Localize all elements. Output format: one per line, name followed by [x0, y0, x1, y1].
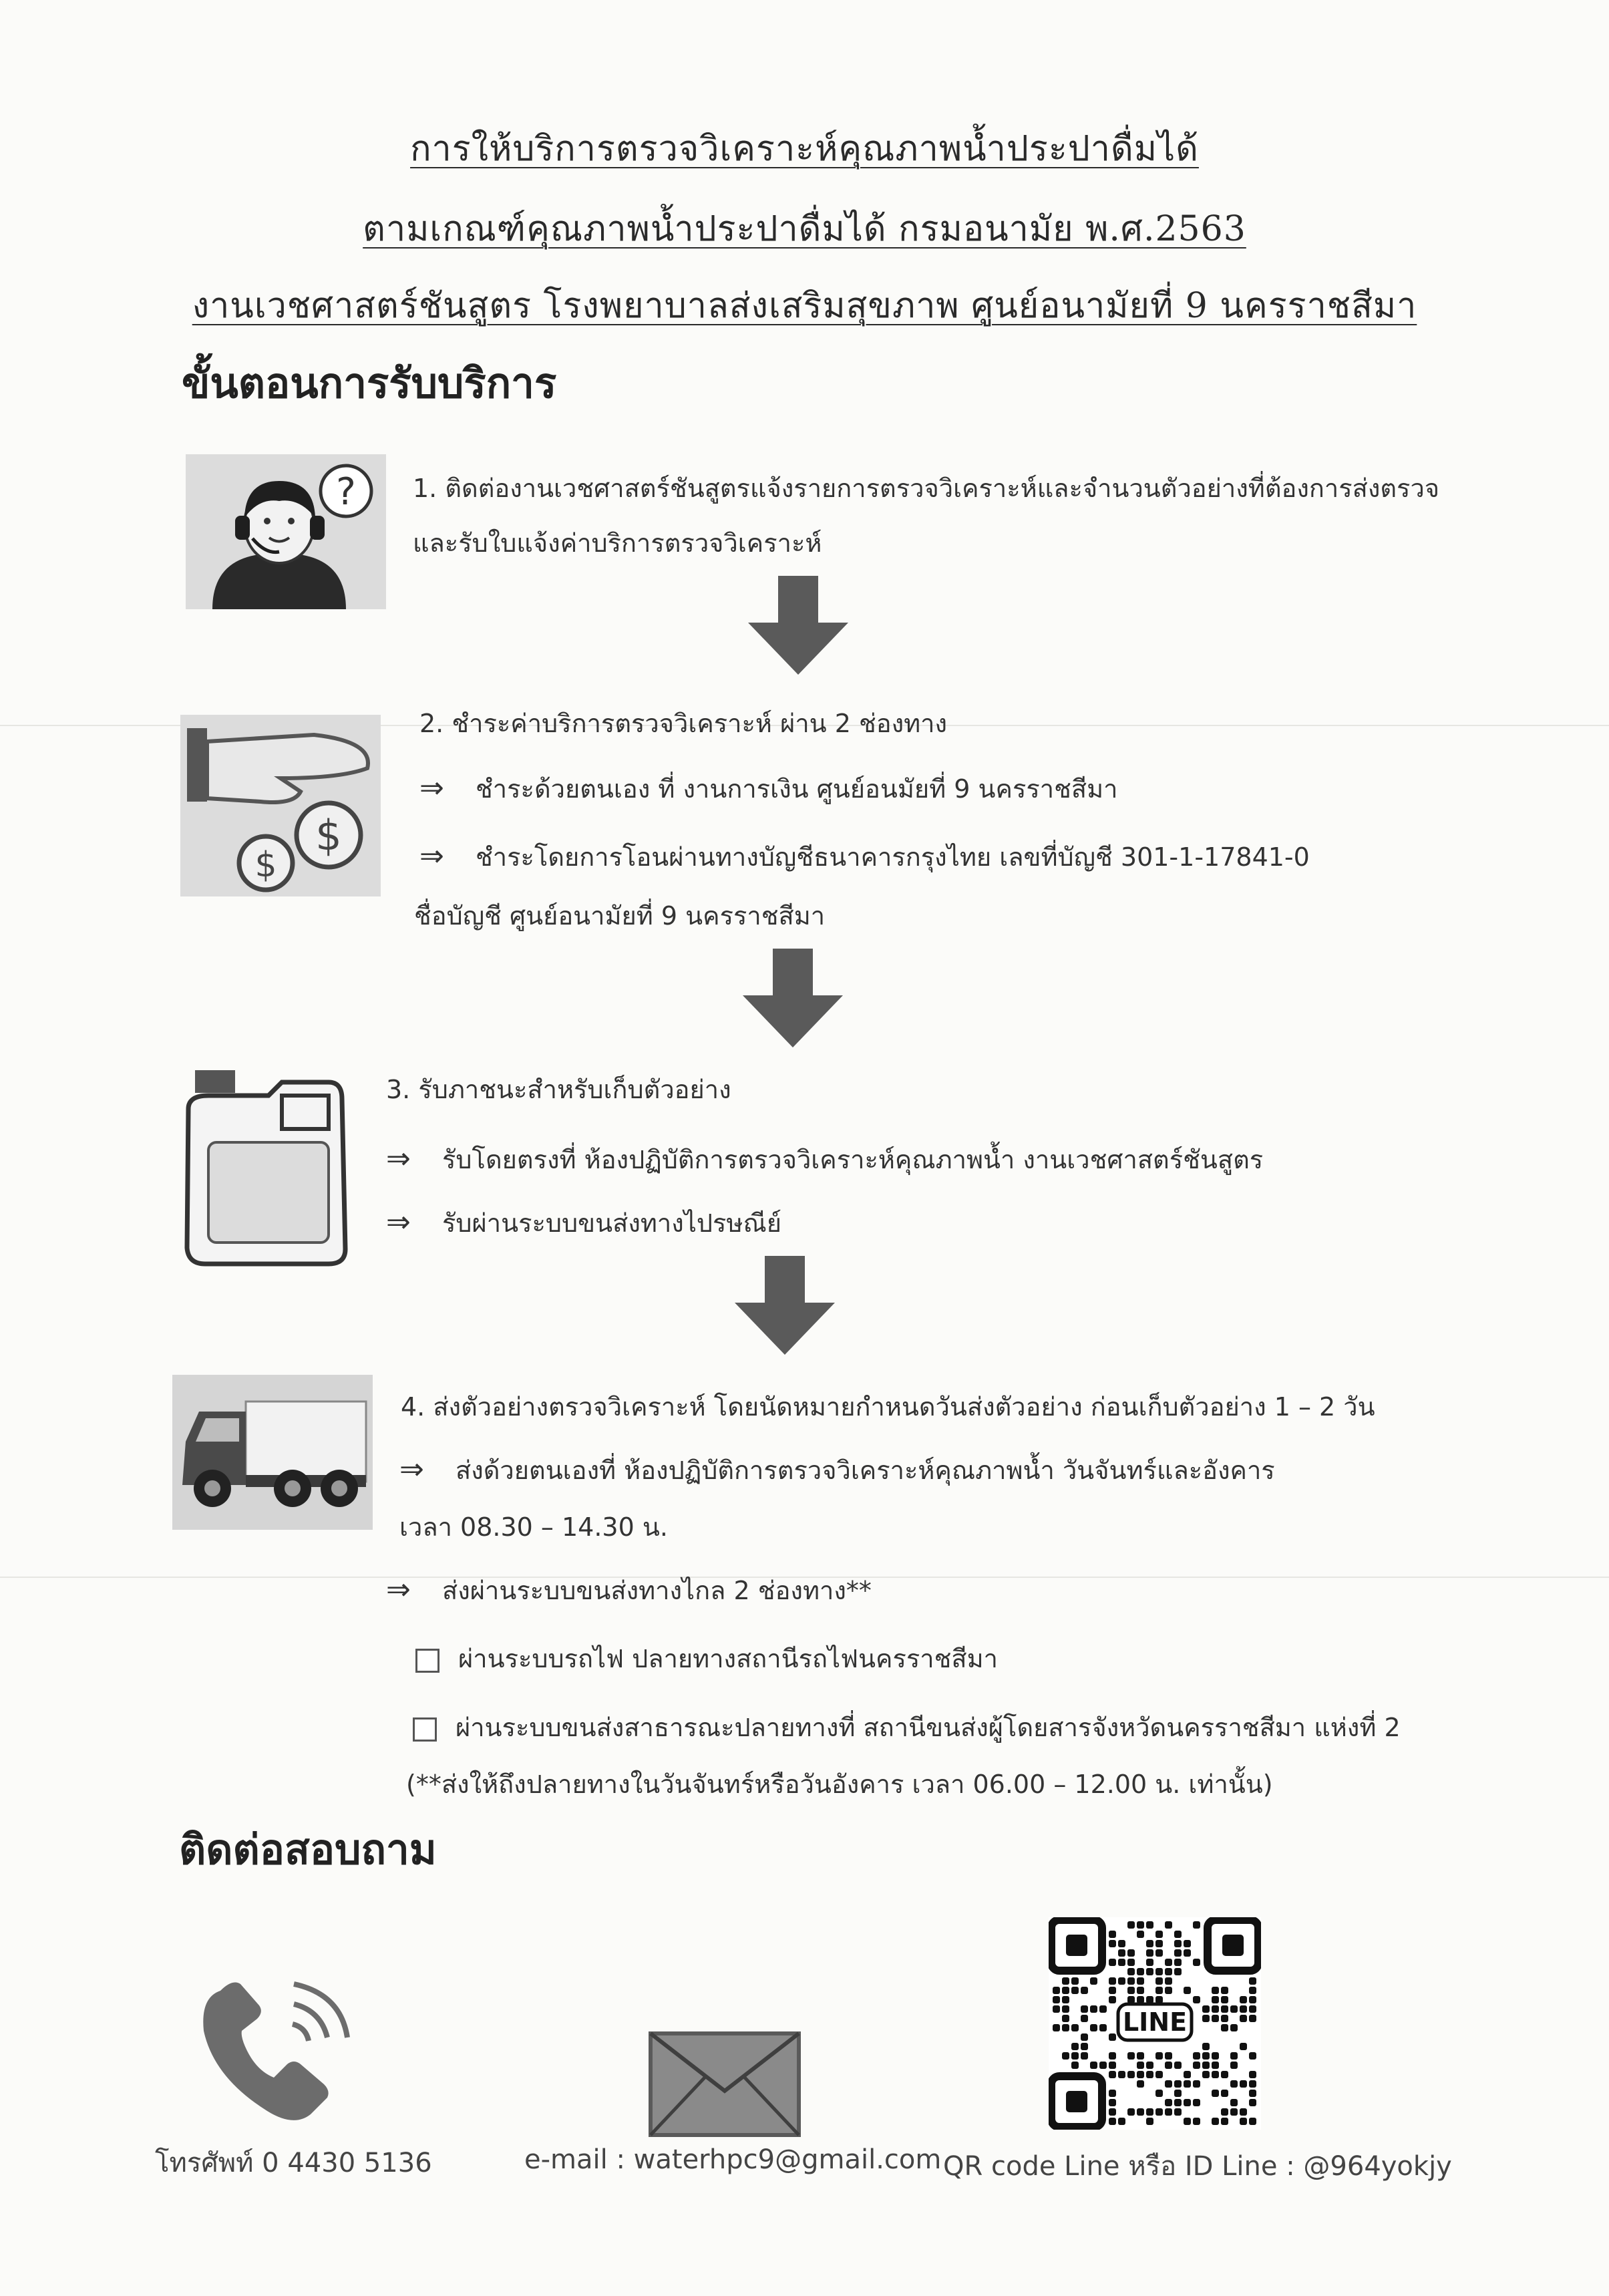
qr-module — [1071, 2024, 1079, 2031]
call-center-icon — [186, 454, 386, 609]
qr-module — [1193, 2099, 1200, 2106]
qr-module — [1118, 1940, 1125, 1947]
qr-module — [1109, 2071, 1116, 2078]
qr-module — [1184, 2080, 1191, 2088]
step2-account-name: ชื่อบัญชี ศูนย์อนามัยที่ 9 นครราชสีมา — [414, 901, 826, 931]
qr-module — [1240, 2015, 1247, 2022]
qr-module — [1212, 2062, 1219, 2069]
qr-module — [1137, 1987, 1144, 1994]
qr-module — [1212, 1987, 1219, 1994]
qr-module — [1240, 2043, 1247, 2050]
qr-module — [1240, 2108, 1247, 2116]
qr-module — [1249, 2071, 1256, 2078]
qr-module — [1109, 2118, 1116, 2125]
qr-module — [1071, 2052, 1079, 2060]
qr-module — [1062, 2015, 1069, 2022]
implies-arrow-icon: ⇒ — [419, 771, 444, 805]
qr-module — [1212, 2118, 1219, 2125]
qr-module — [1146, 1968, 1153, 1975]
qr-module — [1202, 2071, 1210, 2078]
qr-module — [1165, 1977, 1172, 1985]
qr-module — [1212, 2015, 1219, 2022]
qr-module — [1081, 2043, 1088, 2050]
title-line-3: งานเวชศาสตร์ชันสูตร โรงพยาบาลส่งเสริมสุขภาพ ศูนย์อนามัยที่ 9 นครราชสีมา — [192, 286, 1417, 326]
step4-option1: ⇒ ส่งด้วยตนเองที่ ห้องปฏิบัติการตรวจวิเคราะห์คุณภาพน้ำ วันจันทร์และอังคาร — [399, 1452, 1275, 1486]
qr-module — [1240, 2118, 1247, 2125]
qr-module — [1212, 2005, 1219, 2013]
qr-module — [1240, 2080, 1247, 2088]
qr-module — [1174, 1949, 1182, 1957]
qr-module — [1127, 1987, 1135, 1994]
qr-module — [1202, 2052, 1210, 2060]
qr-module — [1230, 2052, 1238, 2060]
qr-module — [1155, 2108, 1163, 2116]
qr-module — [1137, 2052, 1144, 2060]
qr-module — [1165, 1987, 1172, 1994]
step4-check1: ผ่านระบบรถไฟ ปลายทางสถานีรถไฟนครราชสีมา — [415, 1638, 998, 1679]
qr-module — [1193, 2118, 1200, 2125]
implies-arrow-icon: ⇒ — [399, 1452, 424, 1486]
qr-module — [1240, 2005, 1247, 2013]
implies-arrow-icon: ⇒ — [419, 839, 444, 873]
qr-module — [1109, 2052, 1116, 2060]
qr-module — [1221, 2015, 1228, 2022]
qr-module — [1109, 2108, 1116, 2116]
qr-module — [1137, 1921, 1144, 1929]
qr-module — [1155, 2052, 1163, 2060]
qr-module — [1071, 2062, 1079, 2069]
payment-hand-icon — [180, 715, 381, 896]
qr-module — [1240, 1996, 1247, 2003]
qr-module — [1137, 2080, 1144, 2088]
qr-module — [1230, 2024, 1238, 2031]
qr-module — [1249, 2015, 1256, 2022]
line-qr-icon — [1049, 1917, 1261, 2130]
svg-text:$: $ — [254, 845, 277, 885]
qr-module — [1137, 2071, 1144, 2078]
step1-line1: 1. ติดต่องานเวชศาสตร์ชันสูตรแจ้งรายการตรวจวิเคราะห์และจำนวนตัวอย่างที่ต้องการส่งตรวจ — [413, 474, 1440, 503]
qr-module — [1155, 1987, 1163, 1994]
down-arrow-icon — [748, 576, 848, 676]
qr-module — [1146, 2108, 1153, 2116]
title-line-2: ตามเกณฑ์คุณภาพน้ำประปาดื่มได้ กรมอนามัย พ.ศ.2563 — [363, 209, 1246, 249]
qr-module — [1053, 2024, 1060, 2031]
step2-option1: ⇒ ชำระด้วยตนเอง ที่ งานการเงิน ศูนย์อนมัยที่ 9 นครราชสีมา — [419, 771, 1118, 805]
qr-module — [1053, 1987, 1060, 1994]
qr-module — [1062, 1987, 1069, 1994]
qr-module — [1165, 2080, 1172, 2088]
qr-module — [1099, 2024, 1107, 2031]
qr-module — [1137, 1931, 1144, 1938]
title-line-1: การให้บริการตรวจวิเคราะห์คุณภาพน้ำประปาดื่มได้ — [410, 129, 1199, 169]
qr-module — [1127, 1959, 1135, 1966]
qr-module — [1165, 1921, 1172, 1929]
qr-module — [1155, 1996, 1163, 2003]
qr-module — [1184, 1940, 1191, 1947]
qr-module — [1165, 1968, 1172, 1975]
qr-module — [1137, 1977, 1144, 1985]
qr-module — [1062, 2024, 1069, 2031]
step2-option2: ⇒ ชำระโดยการโอนผ่านทางบัญชีธนาคารกรุงไทย เลขที่บัญชี 301-1-17841-0 — [419, 839, 1310, 873]
qr-module — [1202, 2005, 1210, 2013]
qr-module — [1221, 2071, 1228, 2078]
qr-module — [1109, 1931, 1116, 1938]
qr-module — [1249, 2052, 1256, 2060]
step4-note: (**ส่งให้ถึงปลายทางในวันจันทร์หรือวันอังคาร เวลา 06.00 – 12.00 น. เท่านั้น) — [406, 1770, 1273, 1799]
line-id: QR code Line หรือ ID Line : @964yokjy — [943, 2151, 1452, 2182]
qr-module — [1071, 1977, 1079, 1985]
step3-title: 3. รับภาชนะสำหรับเก็บตัวอย่าง — [386, 1075, 731, 1104]
qr-module — [1127, 1996, 1135, 2003]
qr-module — [1118, 2118, 1125, 2125]
qr-module — [1155, 1949, 1163, 1957]
qr-module — [1081, 2033, 1088, 2041]
qr-module — [1081, 2052, 1088, 2060]
qr-module — [1137, 2108, 1144, 2116]
qr-module — [1174, 1931, 1182, 1938]
qr-module — [1109, 1987, 1116, 1994]
qr-module — [1118, 1949, 1125, 1957]
qr-module — [1165, 2062, 1172, 2069]
qr-module — [1165, 2052, 1172, 2060]
qr-module — [1146, 1949, 1153, 1957]
qr-module — [1099, 2062, 1107, 2069]
qr-module — [1174, 2062, 1182, 2069]
qr-module — [1249, 2005, 1256, 2013]
qr-line-label: LINE — [1122, 2007, 1188, 2037]
qr-module — [1165, 2108, 1172, 2116]
qr-module — [1155, 1968, 1163, 1975]
qr-module — [1230, 2005, 1238, 2013]
qr-module — [1202, 2015, 1210, 2022]
qr-module — [1137, 1968, 1144, 1975]
qr-module — [1090, 2062, 1097, 2069]
svg-text:?: ? — [336, 470, 356, 514]
qr-module — [1184, 2071, 1191, 2078]
qr-module — [1193, 1959, 1200, 1966]
implies-arrow-icon: ⇒ — [386, 1573, 411, 1607]
qr-module — [1212, 2071, 1219, 2078]
qr-module — [1155, 2090, 1163, 2097]
qr-module — [1221, 2005, 1228, 2013]
qr-module — [1174, 1968, 1182, 1975]
qr-module — [1146, 1959, 1153, 1966]
qr-module — [1137, 1996, 1144, 2003]
qr-module — [1202, 2062, 1210, 2069]
qr-module — [1109, 2090, 1116, 2097]
qr-module — [1099, 2005, 1107, 2013]
qr-module — [1109, 1996, 1116, 2003]
qr-module — [1193, 2062, 1200, 2069]
qr-module — [1062, 2005, 1069, 2013]
qr-module — [1193, 1996, 1200, 2003]
qr-module — [1071, 1987, 1079, 1994]
qr-module — [1193, 2080, 1200, 2088]
qr-module — [1249, 2118, 1256, 2125]
qr-module — [1165, 2099, 1172, 2106]
qr-module — [1062, 1996, 1069, 2003]
qr-module — [1109, 1959, 1116, 1966]
step4-title: 4. ส่งตัวอย่างตรวจวิเคราะห์ โดยนัดหมายกำหนดวันส่งตัวอย่าง ก่อนเก็บตัวอย่าง 1 – 2 วัน — [401, 1392, 1375, 1422]
qr-module — [1118, 1959, 1125, 1966]
qr-module — [1249, 1987, 1256, 1994]
qr-module — [1109, 2033, 1116, 2041]
step4-check2: ผ่านระบบขนส่งสาธารณะปลายทางที่ สถานีขนส่งผู้โดยสารจังหวัดนครราชสีมา แห่งที่ 2 — [413, 1707, 1401, 1748]
qr-module — [1212, 2052, 1219, 2060]
qr-module — [1071, 2043, 1079, 2050]
qr-module — [1155, 1931, 1163, 1938]
qr-module — [1202, 2043, 1210, 2050]
truck-icon — [172, 1375, 373, 1530]
qr-module — [1249, 1977, 1256, 1985]
qr-module — [1174, 2108, 1182, 2116]
qr-module — [1212, 1996, 1219, 2003]
qr-module — [1062, 1977, 1069, 1985]
qr-module — [1212, 2090, 1219, 2097]
qr-module — [1249, 1996, 1256, 2003]
email-address: e-mail : waterhpc9@gmail.com — [524, 2144, 942, 2175]
qr-module — [1184, 2118, 1191, 2125]
qr-module — [1062, 2052, 1069, 2060]
qr-module — [1146, 2071, 1153, 2078]
qr-module — [1109, 1940, 1116, 1947]
qr-module — [1127, 2108, 1135, 2116]
qr-module — [1249, 2099, 1256, 2106]
qr-module — [1109, 2062, 1116, 2069]
qr-module — [1174, 1959, 1182, 1966]
qr-module — [1184, 2099, 1191, 2106]
qr-module — [1193, 1921, 1200, 1929]
qr-module — [1184, 1949, 1191, 1957]
qr-module — [1221, 2118, 1228, 2125]
qr-module — [1081, 2015, 1088, 2022]
qr-module — [1109, 2099, 1116, 2106]
qr-module — [1146, 1996, 1153, 2003]
qr-module — [1174, 1940, 1182, 1947]
qr-module — [1053, 2005, 1060, 2013]
qr-module — [1155, 1940, 1163, 1947]
qr-module — [1127, 1921, 1135, 1929]
contact-heading: ติดต่อสอบถาม — [179, 1825, 437, 1874]
qr-module — [1174, 2090, 1182, 2097]
steps-heading: ขั้นตอนการรับบริการ — [182, 359, 557, 407]
checkbox-icon — [413, 1717, 437, 1742]
qr-module — [1249, 2090, 1256, 2097]
step3-option1: ⇒ รับโดยตรงที่ ห้องปฏิบัติการตรวจวิเคราะห์คุณภาพน้ำ งานเวชศาสตร์ชันสูตร — [386, 1142, 1264, 1176]
svg-text:$: $ — [315, 811, 342, 860]
qr-module — [1221, 1996, 1228, 2003]
envelope-icon — [648, 2031, 801, 2138]
qr-module — [1137, 2062, 1144, 2069]
qr-module — [1127, 1949, 1135, 1957]
implies-arrow-icon: ⇒ — [386, 1142, 411, 1176]
qr-module — [1081, 1987, 1088, 1994]
qr-module — [1118, 1977, 1125, 1985]
qr-module — [1174, 2099, 1182, 2106]
checkbox-icon — [415, 1649, 439, 1673]
qr-module — [1053, 1996, 1060, 2003]
down-arrow-icon — [735, 1256, 835, 1356]
qr-module — [1146, 1940, 1153, 1947]
qr-module — [1221, 1987, 1228, 1994]
qr-module — [1165, 1959, 1172, 1966]
qr-module — [1146, 1921, 1153, 1929]
qr-module — [1174, 2080, 1182, 2088]
qr-module — [1127, 2071, 1135, 2078]
qr-module — [1146, 2118, 1153, 2125]
qr-module — [1146, 2062, 1153, 2069]
qr-module — [1230, 2108, 1238, 2116]
phone-icon — [194, 1977, 354, 2131]
qr-module — [1221, 2090, 1228, 2097]
qr-module — [1230, 2062, 1238, 2069]
qr-module — [1081, 2005, 1088, 2013]
qr-module — [1221, 2108, 1228, 2116]
qr-module — [1249, 2080, 1256, 2088]
step3-option2: ⇒ รับผ่านระบบขนส่งทางไปรษณีย์ — [386, 1205, 782, 1239]
step1-line2: และรับใบแจ้งค่าบริการตรวจวิเคราะห์ — [413, 528, 822, 558]
qr-module — [1090, 1977, 1097, 1985]
qr-module — [1155, 2071, 1163, 2078]
qr-module — [1184, 1987, 1191, 1994]
step4-time: เวลา 08.30 – 14.30 น. — [399, 1512, 668, 1542]
qr-module — [1127, 1977, 1135, 1985]
qr-module — [1090, 2024, 1097, 2031]
step2-title: 2. ชำระค่าบริการตรวจวิเคราะห์ ผ่าน 2 ช่องทาง — [419, 709, 948, 738]
qr-module — [1230, 2099, 1238, 2106]
qr-module — [1127, 1968, 1135, 1975]
down-arrow-icon — [743, 949, 843, 1049]
phone-number: โทรศัพท์ 0 4430 5136 — [155, 2148, 432, 2178]
container-icon — [182, 1069, 355, 1269]
qr-module — [1109, 1977, 1116, 1985]
qr-module — [1230, 2080, 1238, 2088]
qr-module — [1193, 2052, 1200, 2060]
qr-module — [1221, 2024, 1228, 2031]
step4-option2: ⇒ ส่งผ่านระบบขนส่งทางไกล 2 ช่องทาง** — [386, 1573, 872, 1607]
qr-module — [1090, 2005, 1097, 2013]
qr-module — [1155, 1977, 1163, 1985]
qr-module — [1127, 2052, 1135, 2060]
qr-module — [1118, 2071, 1125, 2078]
implies-arrow-icon: ⇒ — [386, 1205, 411, 1239]
